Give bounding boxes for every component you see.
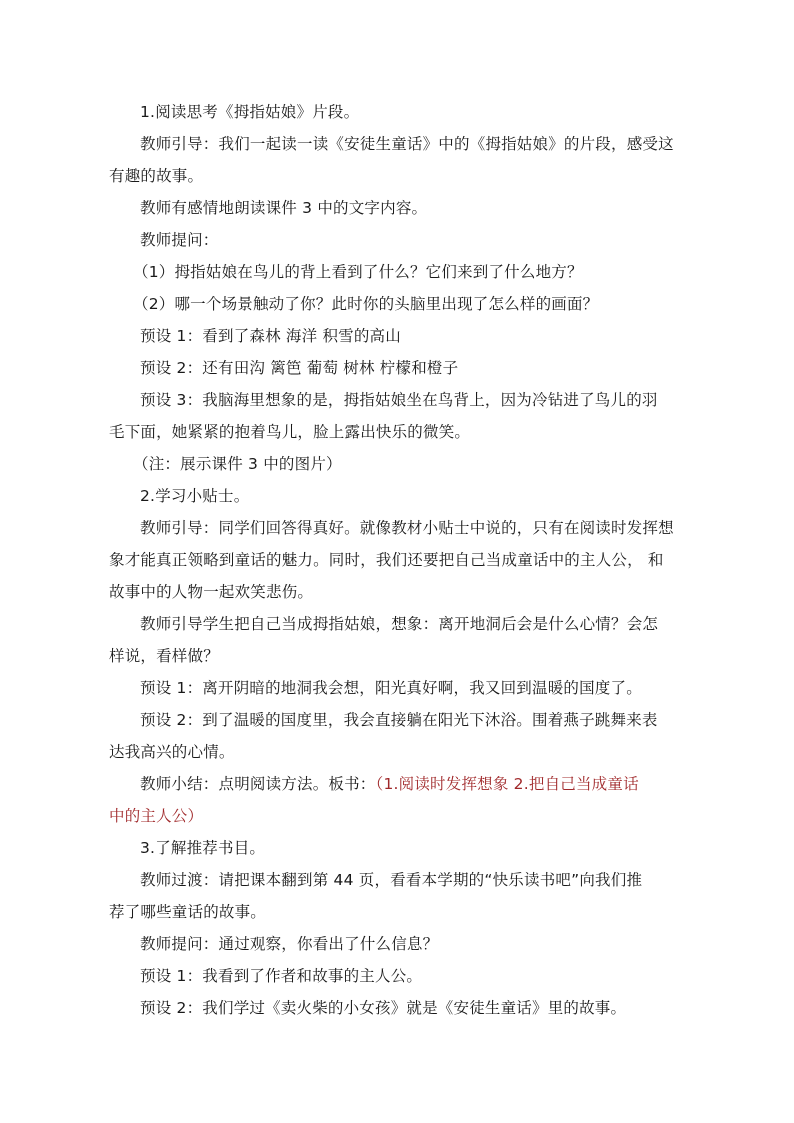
paragraph: 教师过渡：请把课本翻到第 44 页，看看本学期的“快乐读书吧”向我们推 荐了哪些童话的故事。 <box>109 871 643 921</box>
document-body <box>109 96 689 1024</box>
paragraph: 教师提问： <box>140 231 219 249</box>
section-heading-1: 1.阅读思考《拇指姑娘》片段。 <box>140 103 360 121</box>
preset-2: 预设 2：到了温暖的国度里，我会直接躺在阳光下沐浴。围着燕子跳舞来表 达我高兴的心情。 <box>109 711 658 761</box>
teacher-summary: 教师小结：点明阅读方法。板书：（1.阅读时发挥想象 2.把自己当成童话 中的主人公） <box>109 768 689 832</box>
preset-2: 预设 2：我们学过《卖火柴的小女孩》就是《安徒生童话》里的故事。 <box>140 999 627 1017</box>
paragraph: 教师有感情地朗读课件 3 中的文字内容。 <box>140 199 428 217</box>
preset-1: 预设 1：看到了森林 海洋 积雪的高山 <box>140 327 401 345</box>
board-writing-cont: 中的主人公） <box>109 807 204 825</box>
board-writing: （1.阅读时发挥想象 2.把自己当成童话 <box>375 775 639 793</box>
paragraph: 教师引导学生把自己当成拇指姑娘，想象：离开地洞后会是什么心情？会怎 样说，看样做？ <box>109 615 659 665</box>
paragraph: 教师提问：通过观察，你看出了什么信息？ <box>140 935 439 953</box>
question-1: （1）拇指姑娘在鸟儿的背上看到了什么？它们来到了什么地方？ <box>133 263 583 281</box>
paragraph: 教师引导：我们一起读一读《安徒生童话》中的《拇指姑娘》的片段，感受这 有趣的故事。 <box>109 135 674 185</box>
preset-3: 预设 3：我脑海里想象的是，拇指姑娘坐在鸟背上，因为冷钻进了鸟儿的羽 毛下面，她紧紧的抱着鸟儿，脸上露出快乐的微笑。 <box>109 391 658 441</box>
note: （注：展示课件 3 中的图片） <box>133 455 342 473</box>
preset-2: 预设 2：还有田沟 篱笆 葡萄 树林 柠檬和橙子 <box>140 359 459 377</box>
paragraph: 教师引导：同学们回答得真好。就像教材小贴士中说的，只有在阅读时发挥想 象才能真正领略到童话的魅力。同时，我们还要把自己当成童话中的主人公， 和 故事中的人物一起欢笑悲伤。 <box>109 519 674 601</box>
section-heading-2: 2.学习小贴士。 <box>140 487 250 505</box>
question-2: （2）哪一个场景触动了你？此时你的头脑里出现了怎么样的画面？ <box>133 295 599 313</box>
preset-1: 预设 1：离开阴暗的地洞我会想，阳光真好啊，我又回到温暖的国度了。 <box>140 679 642 697</box>
preset-1: 预设 1：我看到了作者和故事的主人公。 <box>140 967 423 985</box>
section-heading-3: 3.了解推荐书目。 <box>140 839 266 857</box>
